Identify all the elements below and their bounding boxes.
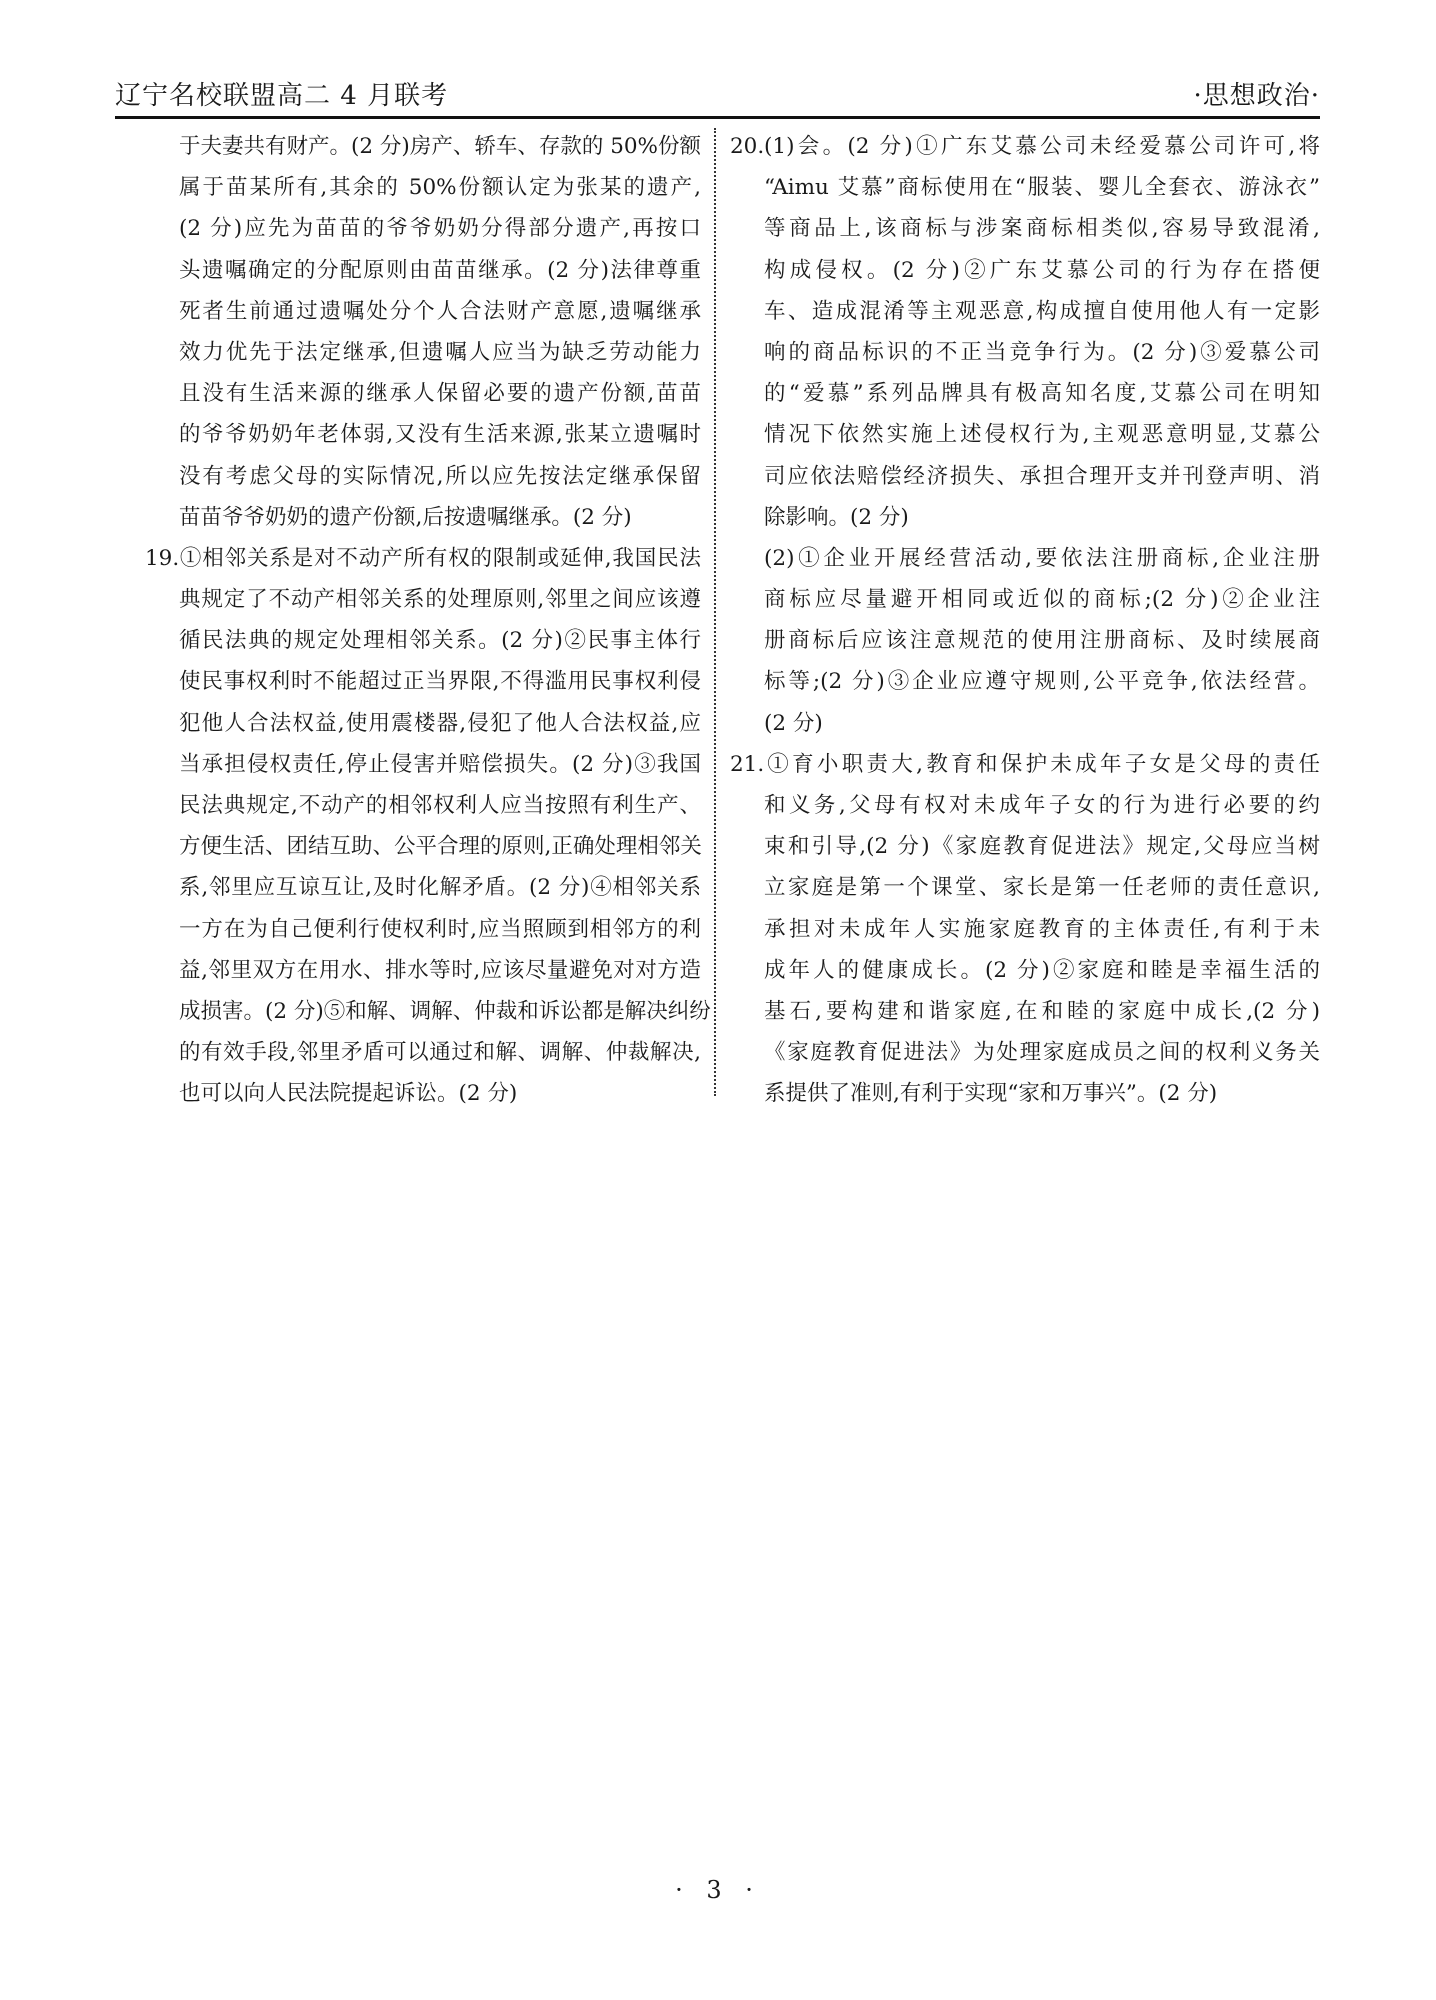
text-line: 一方在为自己便利行使权利时,应当照顾到相邻方的利 xyxy=(179,916,701,942)
question-number: 19. xyxy=(145,545,180,571)
left-column xyxy=(145,126,711,1115)
text-line: 也可以向人民法院提起诉讼。(2 分) xyxy=(179,1081,518,1107)
text-line: 的“爱慕”系列品牌具有极高知名度,艾慕公司在明知 xyxy=(764,381,1320,407)
text-line: 苗苗爷爷奶奶的遗产份额,后按遗嘱继承。(2 分) xyxy=(179,504,632,530)
text-line: 20.(1)会。(2 分)①广东艾慕公司未经爱慕公司许可,将 xyxy=(730,126,1320,167)
text-line: (2 分)应先为苗苗的爷爷奶奶分得部分遗产,再按口 xyxy=(179,216,701,242)
text-line: 犯他人合法权益,使用震楼器,侵犯了他人合法权益,应 xyxy=(179,710,701,736)
text-line: 等商品上,该商标与涉案商标相类似,容易导致混淆, xyxy=(764,216,1320,242)
text-line: 当承担侵权责任,停止侵害并赔偿损失。(2 分)③我国 xyxy=(179,751,701,777)
text-line: 构成侵权。(2 分)②广东艾慕公司的行为存在搭便 xyxy=(764,257,1320,283)
page-number: · 3 · xyxy=(675,1876,761,1904)
text-line: 册商标后应该注意规范的使用注册商标、及时续展商 xyxy=(764,628,1320,654)
text-line: 系提供了准则,有利于实现“家和万事兴”。(2 分) xyxy=(764,1081,1218,1107)
text-line: 司应依法赔偿经济损失、承担合理开支并刊登声明、消 xyxy=(764,463,1320,489)
text-line: 死者生前通过遗嘱处分个人合法财产意愿,遗嘱继承 xyxy=(179,298,701,324)
text-line: 于夫妻共有财产。(2 分)房产、轿车、存款的 50%份额 xyxy=(179,134,701,159)
q19-answer xyxy=(145,538,711,1115)
text-line: 19.①相邻关系是对不动产所有权的限制或延伸,我国民法 xyxy=(145,538,701,579)
text-line: (2 分) xyxy=(764,710,823,736)
right-column xyxy=(730,126,1320,1115)
subject-label: ·思想政治· xyxy=(1193,81,1320,111)
text-line: 束和引导,(2 分)《家庭教育促进法》规定,父母应当树 xyxy=(764,834,1320,860)
text-line: 的爷爷奶奶年老体弱,又没有生活来源,张某立遗嘱时 xyxy=(179,422,701,448)
text-line: 成年人的健康成长。(2 分)②家庭和睦是幸福生活的 xyxy=(764,957,1320,983)
text-line: 头遗嘱确定的分配原则由苗苗继承。(2 分)法律尊重 xyxy=(179,257,701,283)
text-line: 响的商品标识的不正当竞争行为。(2 分)③爱慕公司 xyxy=(764,339,1320,365)
text-line: 使民事权利时不能超过正当界限,不得滥用民事权利侵 xyxy=(179,669,701,695)
text-line: 《家庭教育促进法》为处理家庭成员之间的权利义务关 xyxy=(764,1040,1320,1066)
q20-answer xyxy=(730,126,1320,744)
q18-continuation xyxy=(145,126,701,538)
question-number: 21. xyxy=(730,751,765,777)
text-line: 承担对未成年人实施家庭教育的主体责任,有利于未 xyxy=(764,916,1320,942)
text-line: 系,邻里应互谅互让,及时化解矛盾。(2 分)④相邻关系 xyxy=(179,875,701,901)
text-line: “Aimu 艾慕”商标使用在“服装、婴儿全套衣、游泳衣” xyxy=(764,175,1320,201)
text-line: 基石,要构建和谐家庭,在和睦的家庭中成长,(2 分) xyxy=(764,998,1320,1024)
text-line: 和义务,父母有权对未成年子女的行为进行必要的约 xyxy=(764,793,1320,818)
exam-title: 辽宁名校联盟高二 4 月联考 xyxy=(115,81,449,111)
question-number: 20. xyxy=(730,134,765,159)
text-line: 典规定了不动产相邻关系的处理原则,邻里之间应该遵 xyxy=(179,587,701,613)
text-line: 标等;(2 分)③企业应遵守规则,公平竞争,依法经营。 xyxy=(764,669,1320,695)
text-line: 商标应尽量避开相同或近似的商标;(2 分)②企业注 xyxy=(764,587,1320,613)
column-divider xyxy=(714,128,716,1096)
page-header xyxy=(115,74,1320,119)
text-line: 民法典规定,不动产的相邻权利人应当按照有利生产、 xyxy=(179,793,701,818)
text-line: 效力优先于法定继承,但遗嘱人应当为缺乏劳动能力 xyxy=(179,339,701,365)
text-line: 益,邻里双方在用水、排水等时,应该尽量避免对对方造 xyxy=(179,957,701,983)
text-line: 且没有生活来源的继承人保留必要的遗产份额,苗苗 xyxy=(179,381,701,407)
text-line: 21.①育小职责大,教育和保护未成年子女是父母的责任 xyxy=(730,744,1320,785)
text-line: 情况下依然实施上述侵权行为,主观恶意明显,艾慕公 xyxy=(764,422,1320,448)
q21-answer xyxy=(730,744,1320,1115)
text-line: 没有考虑父母的实际情况,所以应先按法定继承保留 xyxy=(179,463,701,489)
text-line: 方便生活、团结互助、公平合理的原则,正确处理相邻关 xyxy=(179,834,702,860)
text-line: 车、造成混淆等主观恶意,构成擅自使用他人有一定影 xyxy=(764,298,1320,324)
text-line: 循民法典的规定处理相邻关系。(2 分)②民事主体行 xyxy=(179,628,701,654)
text-line: 成损害。(2 分)⑤和解、调解、仲裁和诉讼都是解决纠纷 xyxy=(179,998,711,1024)
text-line: 的有效手段,邻里矛盾可以通过和解、调解、仲裁解决, xyxy=(179,1040,701,1066)
text-line: 除影响。(2 分) xyxy=(764,504,909,530)
text-line: (2)①企业开展经营活动,要依法注册商标,企业注册 xyxy=(764,545,1320,571)
text-line: 立家庭是第一个课堂、家长是第一任老师的责任意识, xyxy=(764,875,1320,901)
text-line: 属于苗某所有,其余的 50%份额认定为张某的遗产, xyxy=(179,175,701,201)
